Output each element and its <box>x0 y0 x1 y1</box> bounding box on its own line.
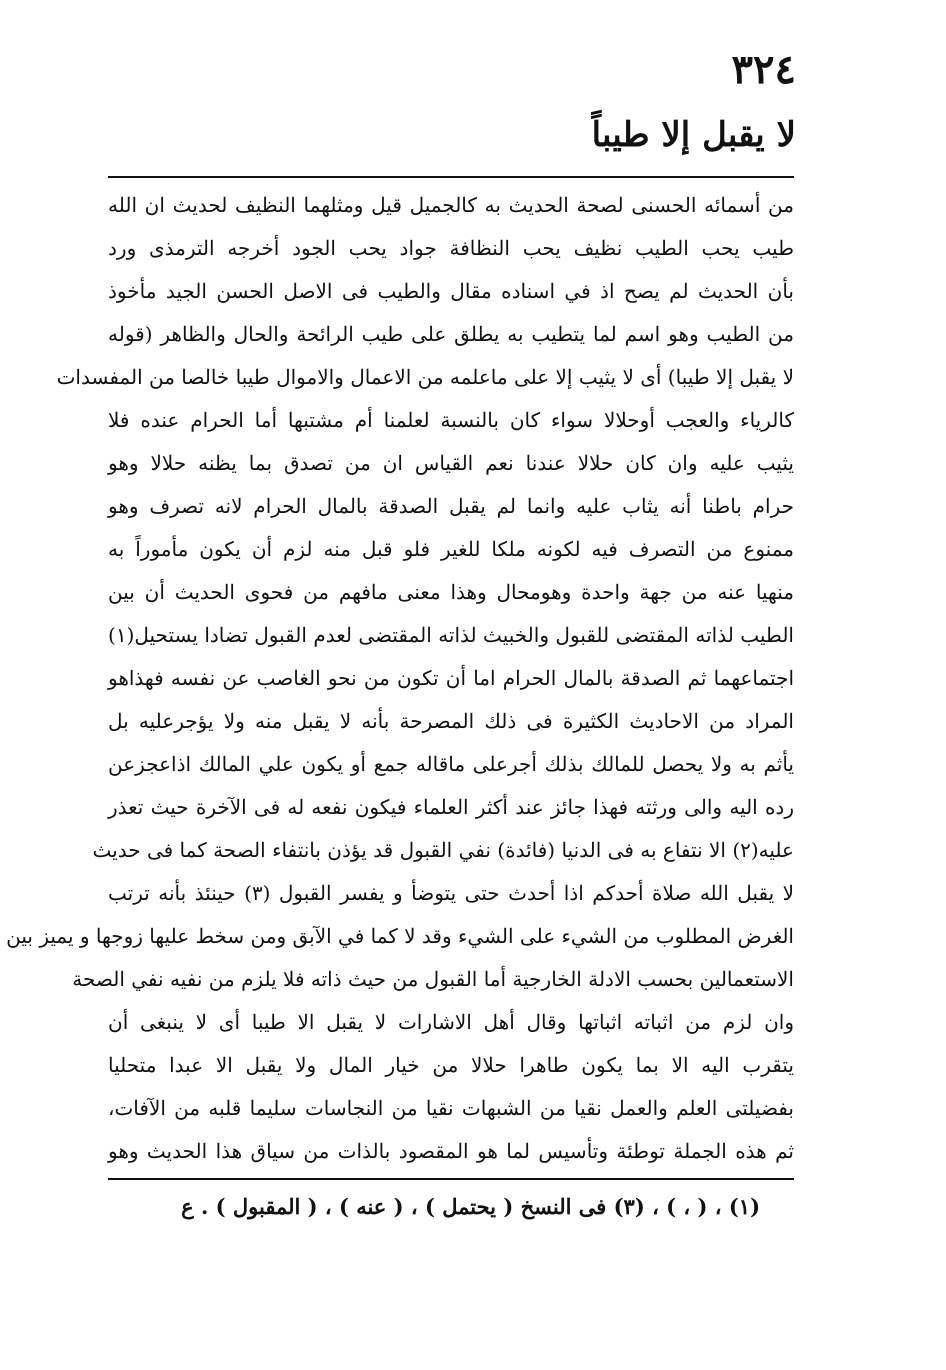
body-line: الغرض المطلوب من الشيء على الشيء وقد لا كما في الآبق ومن سخط عليها زوجها و يميز بين <box>6 924 794 948</box>
footnote-rule <box>108 1178 794 1180</box>
running-head: لا يقبل إلا طيباً <box>591 115 796 155</box>
header-rule <box>108 176 794 178</box>
body-line: لا يقبل الله صلاة أحدكم اذا أحدث حتى يتوضأ و يفسر القبول (٣) حينئذ بأنه ترتب <box>108 881 794 905</box>
body-line: ثم هذه الجملة توطئة وتأسيس لما هو المقصود بالذات من سياق هذا الحديث وهو <box>108 1139 794 1163</box>
body-line: لا يقبل إلا طيبا) أى لا يثيب إلا على ماعلمه من الاعمال والاموال طيبا خالصا من المفسدات <box>56 365 794 389</box>
body-line: يتقرب اليه الا بما يكون طاهرا حلالا من خيار المال ولا يقبل الا عبدا متحليا <box>108 1053 794 1077</box>
body-line: طيب يحب الطيب نظيف يحب النظافة جواد يحب الجود أخرجه الترمذى ورد <box>108 236 794 260</box>
body-line: بأن الحديث لم يصح اذ في اسناده مقال والطيب فى الاصل الحسن الجيد مأخوذ <box>108 279 794 303</box>
body-line: رده اليه والى ورثته فهذا جائز عند أكثر العلماء فيكون نفعه له فى الآخرة حيث تعذر <box>108 795 794 819</box>
body-line: المراد من الاحاديث الكثيرة فى ذلك المصرحة بأنه لا يقبل منه ولا يؤجرعليه بل <box>108 709 794 733</box>
body-line: الطيب لذاته المقتضى للقبول والخبيث لذاته المقتضى لعدم القبول تضادا يستحيل(١) <box>108 623 794 647</box>
body-line: بفضيلتى العلم والعمل نقيا من الشبهات نقيا من النجاسات سليما قلبه من الآفات، <box>108 1096 794 1120</box>
body-line: وان لزم من اثباته اثباتها وقال أهل الاشارات لا يقبل الا طيبا أى لا ينبغى أن <box>108 1010 795 1034</box>
body-text <box>6 184 795 1173</box>
body-line: يأثم به ولا يحصل للمالك بذلك أجرعلى ماقاله جمع أو يكون علي المالك اذاعجزعن <box>108 752 794 776</box>
body-line: اجتماعهما ثم الصدقة بالمال الحرام اما أن تكون من نحو الغاصب عن نفسه فهذاهو <box>108 666 794 690</box>
body-line: عليه(٢) الا نتفاع به فى الدنيا (فائدة) نفي القبول قد يؤذن بانتفاء الصحة كما فى حديث <box>92 838 794 862</box>
body-line: يثيب عليه وان كان حلالا عندنا نعم القياس ان من تصدق بما يظنه حلالا وهو <box>108 451 794 475</box>
footnote: (١) ، ( ، ) ، (٣) فى النسخ ( يحتمل ) ، ( عنه ) ، ( المقبول ) . ع <box>181 1194 760 1219</box>
body-line: من الطيب وهو اسم لما يتطيب به يطلق على طيب الرائحة والحال والظاهر (قوله <box>108 322 794 346</box>
body-line: ممنوع من التصرف فيه لكونه ملكا للغير فلو قبل منه لزم أن يكون مأموراً به <box>108 537 794 561</box>
body-line: حرام باطنا أنه يثاب عليه وانما لم يقبل الصدقة بالمال الحرام لانه تصرف وهو <box>108 494 794 518</box>
body-line: الاستعمالين بحسب الادلة الخارجية أما القبول من حيث ذاته فلا يلزم من نفيه نفي الصحة <box>72 967 794 991</box>
body-line: من أسمائه الحسنى لصحة الحديث به كالجميل قيل ومثلهما النظيف لحديث ان الله <box>108 193 794 217</box>
body-line: منهيا عنه من جهة واحدة وهومحال وهذا معنى مافهم من فحوى الحديث أن بين <box>108 580 794 604</box>
page-number: ٣٢٤ <box>731 46 796 93</box>
body-line: كالرياء والعجب أوحلالا سواء كان بالنسبة لعلمنا أم مشتبها أما الحرام عنده فلا <box>108 408 794 432</box>
